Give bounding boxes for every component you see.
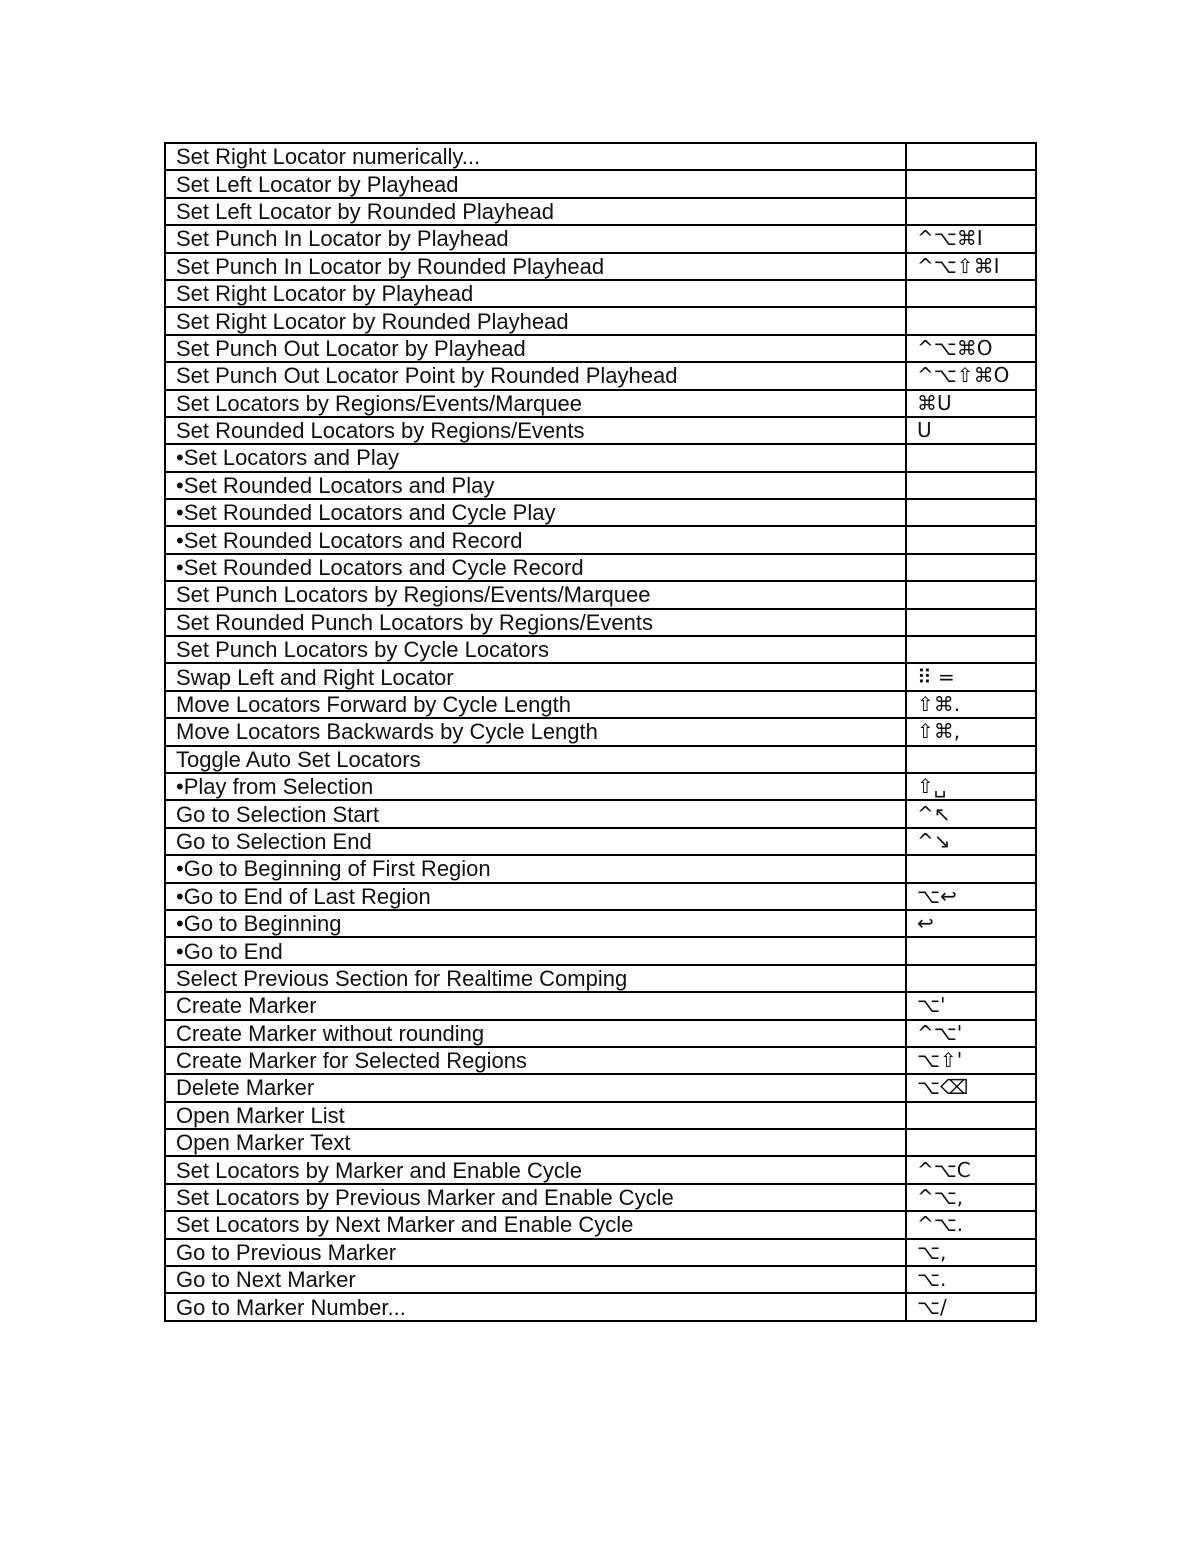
shortcut-key-cell: ⠿ =: [906, 663, 1036, 690]
command-cell: Set Locators by Marker and Enable Cycle: [165, 1156, 906, 1183]
shortcut-key-cell: [906, 937, 1036, 964]
shortcut-key-cell: [906, 198, 1036, 225]
command-cell: Set Left Locator by Rounded Playhead: [165, 198, 906, 225]
command-cell: Set Punch In Locator by Playhead: [165, 225, 906, 252]
command-cell: Go to Previous Marker: [165, 1239, 906, 1266]
shortcut-key-cell: ^⌥.: [906, 1211, 1036, 1238]
command-cell: Set Punch Locators by Cycle Locators: [165, 636, 906, 663]
shortcut-key-cell: ^⌥⌘O: [906, 335, 1036, 362]
table-row: [165, 965, 1036, 992]
command-cell: Create Marker for Selected Regions: [165, 1047, 906, 1074]
shortcut-key-cell: ^↘: [906, 828, 1036, 855]
command-cell: •Set Rounded Locators and Record: [165, 526, 906, 553]
table-row: [165, 800, 1036, 827]
command-cell: •Set Rounded Locators and Cycle Play: [165, 499, 906, 526]
table-row: [165, 1293, 1036, 1320]
table-row: [165, 609, 1036, 636]
table-row: [165, 663, 1036, 690]
command-cell: Set Locators by Previous Marker and Enable Cycle: [165, 1184, 906, 1211]
table-row: [165, 1129, 1036, 1156]
table-row: [165, 417, 1036, 444]
shortcut-key-cell: [906, 143, 1036, 170]
command-cell: Create Marker: [165, 992, 906, 1019]
command-cell: •Go to End of Last Region: [165, 883, 906, 910]
table-row: [165, 636, 1036, 663]
shortcut-key-cell: ^⌥⇧⌘O: [906, 362, 1036, 389]
table-row: [165, 1184, 1036, 1211]
table-row: [165, 937, 1036, 964]
command-cell: •Go to Beginning: [165, 910, 906, 937]
table-row: [165, 718, 1036, 745]
shortcut-key-cell: ⌥': [906, 992, 1036, 1019]
shortcut-key-cell: [906, 1129, 1036, 1156]
command-cell: Set Rounded Locators by Regions/Events: [165, 417, 906, 444]
shortcut-key-cell: ^⌥,: [906, 1184, 1036, 1211]
table-row: [165, 280, 1036, 307]
shortcut-key-cell: [906, 526, 1036, 553]
command-cell: Set Rounded Punch Locators by Regions/Events: [165, 609, 906, 636]
shortcut-key-cell: ⌘U: [906, 390, 1036, 417]
shortcut-key-cell: [906, 280, 1036, 307]
shortcut-key-cell: ^↖: [906, 800, 1036, 827]
table-row: [165, 225, 1036, 252]
table-row: [165, 1047, 1036, 1074]
table-row: [165, 554, 1036, 581]
command-cell: Set Left Locator by Playhead: [165, 170, 906, 197]
shortcut-key-cell: ⌥⇧': [906, 1047, 1036, 1074]
command-cell: •Set Locators and Play: [165, 444, 906, 471]
shortcut-key-cell: ⇧␣: [906, 773, 1036, 800]
command-cell: Set Punch Locators by Regions/Events/Marquee: [165, 581, 906, 608]
table-row: [165, 773, 1036, 800]
command-cell: Open Marker List: [165, 1102, 906, 1129]
command-cell: Move Locators Forward by Cycle Length: [165, 691, 906, 718]
command-cell: •Go to End: [165, 937, 906, 964]
command-cell: Set Right Locator numerically...: [165, 143, 906, 170]
shortcut-key-cell: ⇧⌘.: [906, 691, 1036, 718]
shortcut-key-cell: ⌥/: [906, 1293, 1036, 1320]
command-cell: Toggle Auto Set Locators: [165, 746, 906, 773]
command-cell: Go to Selection Start: [165, 800, 906, 827]
shortcut-rows: [165, 143, 1036, 1321]
table-row: [165, 444, 1036, 471]
shortcut-key-cell: [906, 307, 1036, 334]
command-cell: Open Marker Text: [165, 1129, 906, 1156]
shortcut-key-cell: [906, 855, 1036, 882]
table-row: [165, 526, 1036, 553]
command-cell: •Set Rounded Locators and Cycle Record: [165, 554, 906, 581]
table-row: [165, 883, 1036, 910]
table-row: [165, 1266, 1036, 1293]
shortcut-key-cell: [906, 554, 1036, 581]
shortcut-key-cell: ^⌥⌘I: [906, 225, 1036, 252]
command-cell: Set Punch Out Locator Point by Rounded Playhead: [165, 362, 906, 389]
table-row: [165, 1102, 1036, 1129]
shortcut-key-cell: ⌥.: [906, 1266, 1036, 1293]
shortcut-key-cell: ⇧⌘,: [906, 718, 1036, 745]
command-cell: Go to Marker Number...: [165, 1293, 906, 1320]
shortcut-key-cell: ⌥⌫: [906, 1074, 1036, 1101]
shortcut-key-cell: [906, 965, 1036, 992]
shortcut-key-cell: [906, 581, 1036, 608]
table-row: [165, 828, 1036, 855]
shortcut-key-cell: [906, 636, 1036, 663]
table-row: [165, 1156, 1036, 1183]
command-cell: Set Punch In Locator by Rounded Playhead: [165, 253, 906, 280]
table-row: [165, 472, 1036, 499]
command-cell: Set Locators by Regions/Events/Marquee: [165, 390, 906, 417]
table-row: [165, 855, 1036, 882]
table-row: [165, 335, 1036, 362]
table-row: [165, 362, 1036, 389]
command-cell: Select Previous Section for Realtime Comping: [165, 965, 906, 992]
shortcut-key-cell: [906, 746, 1036, 773]
table-row: [165, 1211, 1036, 1238]
shortcut-key-cell: ^⌥⇧⌘I: [906, 253, 1036, 280]
shortcut-key-cell: U: [906, 417, 1036, 444]
table-row: [165, 1020, 1036, 1047]
table-row: [165, 307, 1036, 334]
shortcut-key-cell: ⌥↩: [906, 883, 1036, 910]
command-cell: Swap Left and Right Locator: [165, 663, 906, 690]
table-row: [165, 746, 1036, 773]
shortcut-key-cell: [906, 609, 1036, 636]
command-cell: Set Punch Out Locator by Playhead: [165, 335, 906, 362]
shortcut-key-cell: [906, 1102, 1036, 1129]
shortcut-key-cell: [906, 472, 1036, 499]
shortcut-key-cell: [906, 170, 1036, 197]
command-cell: •Go to Beginning of First Region: [165, 855, 906, 882]
table-row: [165, 170, 1036, 197]
shortcut-key-cell: [906, 444, 1036, 471]
table-row: [165, 143, 1036, 170]
command-cell: Move Locators Backwards by Cycle Length: [165, 718, 906, 745]
table-row: [165, 390, 1036, 417]
command-cell: Set Locators by Next Marker and Enable Cycle: [165, 1211, 906, 1238]
shortcut-key-cell: ↩: [906, 910, 1036, 937]
shortcut-key-cell: ⌥,: [906, 1239, 1036, 1266]
command-cell: •Play from Selection: [165, 773, 906, 800]
command-cell: Set Right Locator by Playhead: [165, 280, 906, 307]
table-row: [165, 992, 1036, 1019]
command-cell: Create Marker without rounding: [165, 1020, 906, 1047]
command-cell: Set Right Locator by Rounded Playhead: [165, 307, 906, 334]
command-cell: Go to Next Marker: [165, 1266, 906, 1293]
shortcut-key-cell: [906, 499, 1036, 526]
table-row: [165, 198, 1036, 225]
table-row: [165, 581, 1036, 608]
shortcut-key-cell: ^⌥': [906, 1020, 1036, 1047]
command-cell: •Set Rounded Locators and Play: [165, 472, 906, 499]
table-row: [165, 499, 1036, 526]
shortcut-table: [164, 142, 1037, 1322]
shortcut-key-cell: ^⌥C: [906, 1156, 1036, 1183]
table-row: [165, 253, 1036, 280]
command-cell: Delete Marker: [165, 1074, 906, 1101]
table-row: [165, 910, 1036, 937]
table-row: [165, 1074, 1036, 1101]
command-cell: Go to Selection End: [165, 828, 906, 855]
table-row: [165, 1239, 1036, 1266]
table-row: [165, 691, 1036, 718]
